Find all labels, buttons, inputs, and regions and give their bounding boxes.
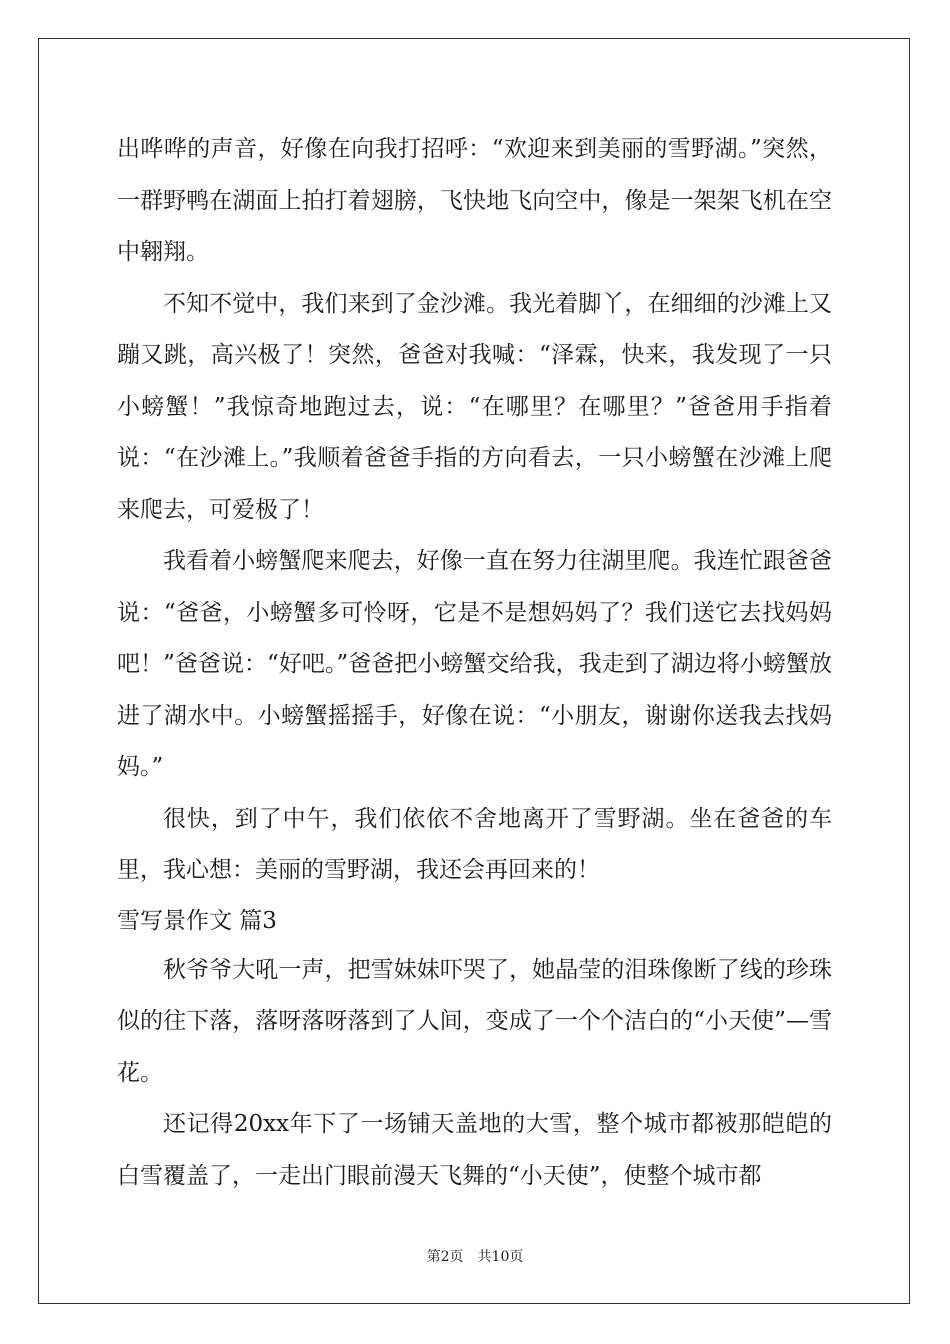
document-body <box>117 124 832 1202</box>
page-total: 共10页 <box>477 1249 524 1265</box>
section-heading: 雪写景作文 篇3 <box>117 907 277 934</box>
page-number: 第2页 <box>426 1249 464 1265</box>
paragraph-4: 很快，到了中午，我们依依不舍地离开了雪野湖。坐在爸爸的车里，我心想：美丽的雪野湖，我还会再回来的！ <box>117 805 832 883</box>
paragraph-5: 秋爷爷大吼一声，把雪妹妹吓哭了，她晶莹的泪珠像断了线的珍珠似的往下落，落呀落呀落到了人间，变成了一个个洁白的“小天使”—雪花。 <box>117 956 832 1086</box>
paragraph-6: 还记得20xx年下了一场铺天盖地的大雪，整个城市都被那皑皑的白雪覆盖了，一走出门眼前漫天飞舞的“小天使”，使整个城市都 <box>117 1111 832 1189</box>
paragraph-1: 出哗哗的声音，好像在向我打招呼：“欢迎来到美丽的雪野湖。”突然，一群野鸭在湖面上拍打着翅膀，飞快地飞向空中，像是一架架飞机在空中翱翔。 <box>117 136 832 265</box>
paragraph-3: 我看着小螃蟹爬来爬去，好像一直在努力往湖里爬。我连忙跟爸爸说：“爸爸，小螃蟹多可怜呀，它是不是想妈妈了？我们送它去找妈妈吧！”爸爸说：“好吧。”爸爸把小螃蟹交给我，我走到了湖边将小螃蟹放进了湖水中。小螃蟹摇摇手，好像在说：“小朋友，谢谢你送我去找妈妈。” <box>117 548 832 780</box>
page-footer <box>0 1246 950 1266</box>
paragraph-2: 不知不觉中，我们来到了金沙滩。我光着脚丫，在细细的沙滩上又蹦又跳，高兴极了！突然，爸爸对我喊：“泽霖，快来，我发现了一只小螃蟹！”我惊奇地跑过去，说：“在哪里？在哪里？”爸爸用手指着说：“在沙滩上。”我顺着爸爸手指的方向看去，一只小螃蟹在沙滩上爬来爬去，可爱极了！ <box>117 290 832 523</box>
